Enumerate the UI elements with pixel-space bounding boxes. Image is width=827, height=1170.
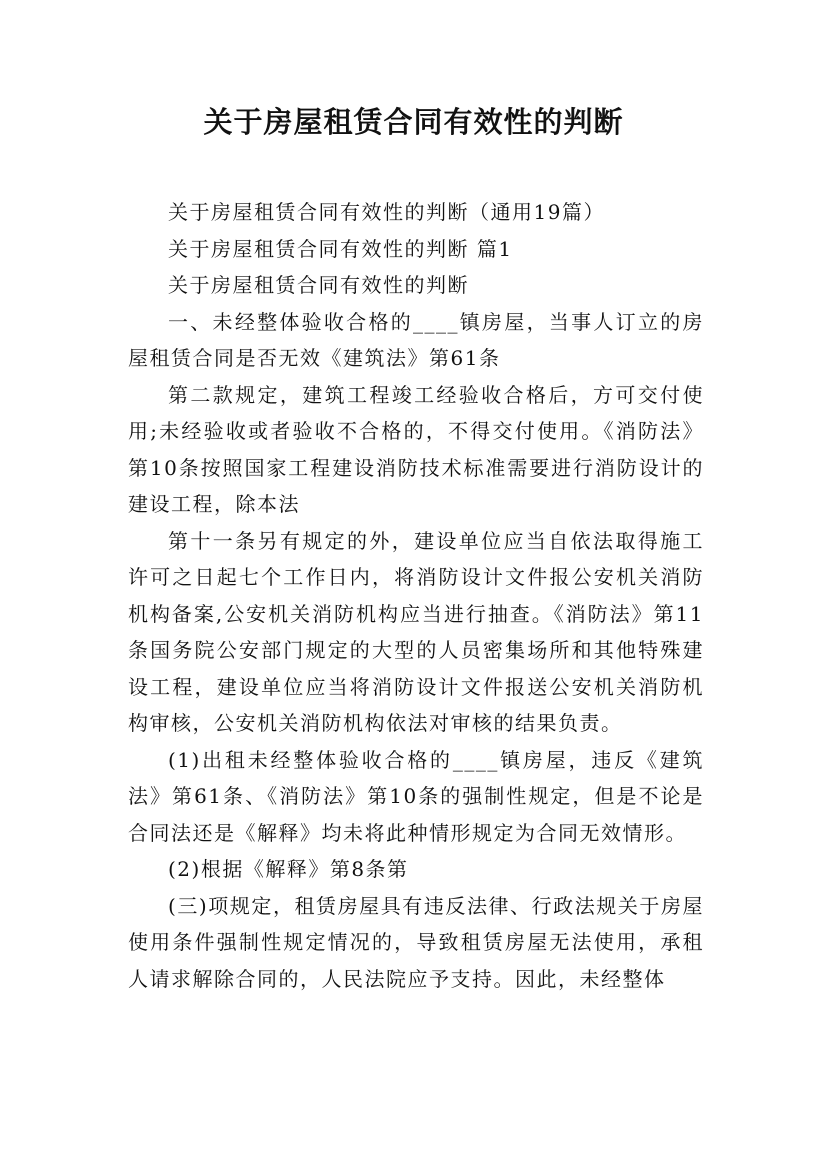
document-title: 关于房屋租赁合同有效性的判断 — [203, 105, 624, 139]
paragraph-body: 第十一条另有规定的外，建设单位应当自依法取得施工许可之日起七个工作日内，将消防设计文件报公安机关消防机构备案,公安机关消防机构应当进行抽查。《消防法》第11条国务院公安部门规定的大型的人员密集场所和其他特殊建设工程，建设单位应当将消防设计文件报送公安机关消防机构审核，公安机关消防机构依法对审核的结果负责。 — [128, 528, 704, 735]
paragraph-item-1: (1)出租未经整体验收合格的____镇房屋，违反《建筑法》第61条、《消防法》第10条的强制性规定，但是不论是合同法还是《解释》均未将此种情形规定为合同无效情形。 — [128, 747, 704, 845]
paragraph-body: 第二款规定，建筑工程竣工经验收合格后，方可交付使用;未经验收或者验收不合格的，不得交付使用。《消防法》第10条按照国家工程建设消防技术标准需要进行消防设计的建设工程，除本法 — [128, 382, 704, 516]
paragraph-section-heading: 关于房屋租赁合同有效性的判断 篇1 — [168, 236, 513, 261]
paragraph-item-3: (三)项规定，租赁房屋具有违反法律、行政法规关于房屋使用条件强制性规定情况的，导致租赁房屋无法使用，承租人请求解除合同的，人民法院应予支持。因此，未经整体 — [128, 893, 704, 991]
document-body — [128, 194, 704, 997]
paragraph-subtitle: 关于房屋租赁合同有效性的判断（通用19篇） — [168, 200, 605, 224]
paragraph-question-1: 一、未经整体验收合格的____镇房屋，当事人订立的房屋租赁合同是否无效《建筑法》第61条 — [128, 309, 704, 370]
paragraph-heading: 关于房屋租赁合同有效性的判断 — [168, 273, 469, 297]
paragraph-item-2: (2)根据《解释》第8条第 — [168, 857, 409, 881]
